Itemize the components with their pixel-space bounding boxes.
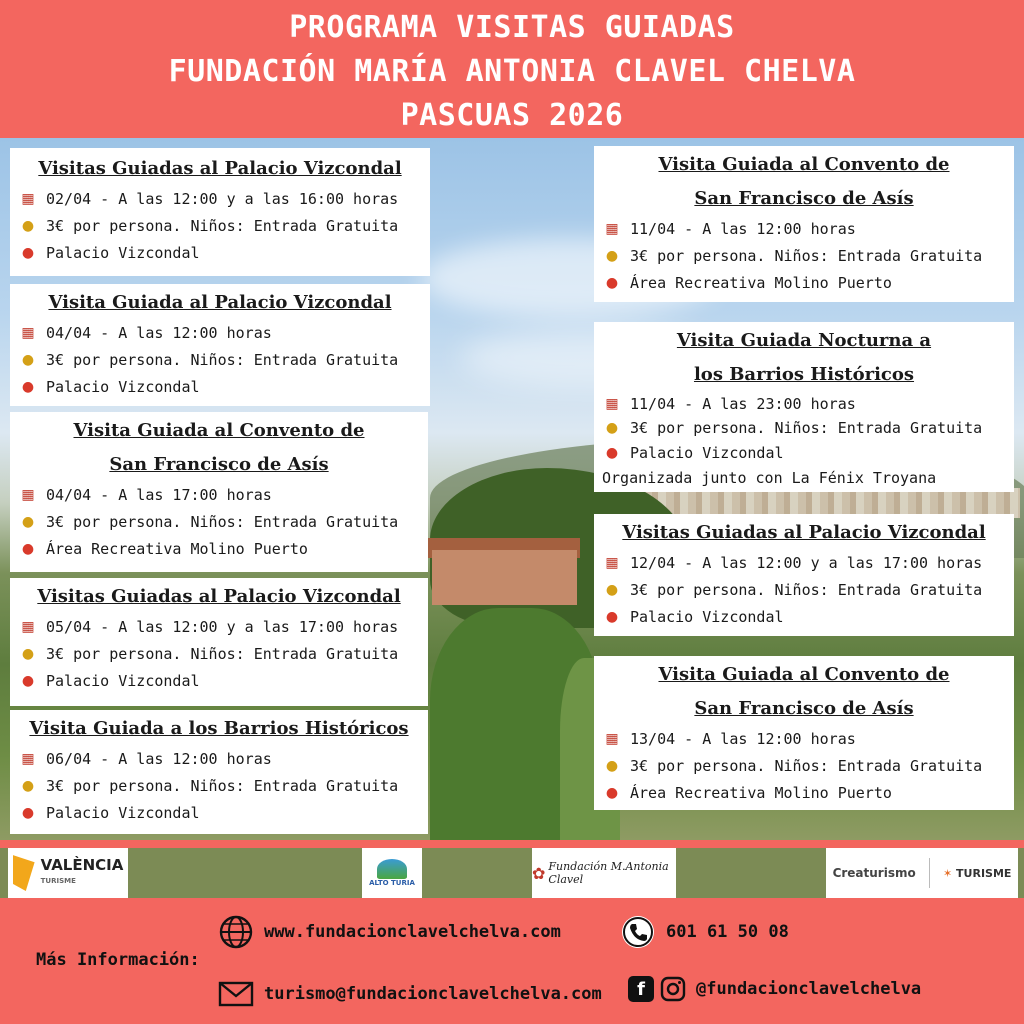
mail-icon bbox=[218, 976, 254, 1012]
money-bag-icon: ● bbox=[21, 778, 35, 794]
location-pin-icon: ● bbox=[21, 541, 35, 557]
money-bag-icon: ● bbox=[21, 646, 35, 662]
event-date: 06/04 - A las 12:00 horas bbox=[46, 750, 272, 768]
divider bbox=[0, 840, 1024, 848]
event-place: Palacio Vizcondal bbox=[46, 378, 200, 396]
location-pin-icon: ● bbox=[605, 445, 619, 461]
event-place: Área Recreativa Molino Puerto bbox=[630, 784, 892, 802]
fundacion-clavel-logo: ✿ Fundación M.Antonia Clavel bbox=[532, 848, 676, 898]
event-date: 11/04 - A las 23:00 horas bbox=[630, 395, 856, 413]
website-text: www.fundacionclavelchelva.com bbox=[264, 922, 561, 942]
phone-icon bbox=[620, 914, 656, 950]
calendar-icon: ▦ bbox=[21, 751, 35, 767]
location-pin-icon: ● bbox=[21, 805, 35, 821]
calendar-icon: ▦ bbox=[21, 619, 35, 635]
event-title-line-2: San Francisco de Asís bbox=[109, 454, 329, 475]
event-organizer-note: Organizada junto con La Fénix Troyana bbox=[602, 469, 937, 487]
event-price: 3€ por persona. Niños: Entrada Gratuita bbox=[46, 513, 399, 531]
event-title-line-1: Visita Guiada al Convento de bbox=[73, 420, 365, 441]
event-title: Visitas Guiadas al Palacio Vizcondal bbox=[37, 586, 401, 607]
calendar-icon: ▦ bbox=[21, 191, 35, 207]
event-card bbox=[10, 710, 428, 834]
money-bag-icon: ● bbox=[605, 248, 619, 264]
event-place: Área Recreativa Molino Puerto bbox=[630, 274, 892, 292]
event-price: 3€ por persona. Niños: Entrada Gratuita bbox=[630, 757, 983, 775]
money-bag-icon: ● bbox=[21, 218, 35, 234]
social-handle-text: @fundacionclavelchelva bbox=[696, 979, 922, 999]
event-title-line-1: Visita Guiada al Convento de bbox=[658, 154, 950, 175]
social-link[interactable] bbox=[628, 976, 921, 1002]
event-place: Palacio Vizcondal bbox=[630, 444, 784, 462]
event-card bbox=[594, 656, 1014, 810]
event-title-line-1: Visita Guiada Nocturna a bbox=[676, 330, 932, 351]
creaturismo-logo-text: Creaturismo bbox=[832, 866, 916, 880]
event-price: 3€ por persona. Niños: Entrada Gratuita bbox=[46, 777, 399, 795]
calendar-icon: ▦ bbox=[21, 487, 35, 503]
event-card bbox=[10, 578, 428, 706]
event-title: Visitas Guiadas al Palacio Vizcondal bbox=[622, 522, 986, 543]
event-title: Visita Guiada al Palacio Vizcondal bbox=[48, 292, 392, 313]
location-pin-icon: ● bbox=[21, 673, 35, 689]
calendar-icon: ▦ bbox=[605, 731, 619, 747]
event-price: 3€ por persona. Niños: Entrada Gratuita bbox=[630, 247, 983, 265]
valencia-logo-text: VALÈNCIA bbox=[40, 856, 124, 874]
event-date: 12/04 - A las 12:00 y a las 17:00 horas bbox=[630, 554, 983, 572]
money-bag-icon: ● bbox=[605, 582, 619, 598]
money-bag-icon: ● bbox=[605, 420, 619, 436]
alto-turia-logo-text: ALTO TURIA bbox=[369, 879, 415, 887]
event-price: 3€ por persona. Niños: Entrada Gratuita bbox=[46, 351, 399, 369]
event-date: 04/04 - A las 12:00 horas bbox=[46, 324, 272, 342]
event-card bbox=[10, 148, 430, 276]
header-banner bbox=[0, 0, 1024, 138]
email-link[interactable] bbox=[218, 976, 602, 1012]
event-place: Palacio Vizcondal bbox=[630, 608, 784, 626]
more-info-label: Más Información: bbox=[36, 950, 200, 970]
event-title-line-1: Visita Guiada al Convento de bbox=[658, 664, 950, 685]
fundacion-logo-text: Fundación M.Antonia Clavel bbox=[548, 860, 669, 886]
location-pin-icon: ● bbox=[605, 609, 619, 625]
event-place: Palacio Vizcondal bbox=[46, 244, 200, 262]
email-text: turismo@fundacionclavelchelva.com bbox=[264, 984, 602, 1004]
event-price: 3€ por persona. Niños: Entrada Gratuita bbox=[46, 645, 399, 663]
location-pin-icon: ● bbox=[605, 785, 619, 801]
location-pin-icon: ● bbox=[605, 275, 619, 291]
valencia-logo-subtext: TURISME bbox=[40, 877, 76, 885]
event-price: 3€ por persona. Niños: Entrada Gratuita bbox=[46, 217, 399, 235]
valencia-turisme-logo bbox=[8, 848, 128, 898]
calendar-icon: ▦ bbox=[21, 325, 35, 341]
event-price: 3€ por persona. Niños: Entrada Gratuita bbox=[630, 581, 983, 599]
event-card bbox=[10, 412, 428, 572]
event-date: 02/04 - A las 12:00 y a las 16:00 horas bbox=[46, 190, 399, 208]
event-place: Área Recreativa Molino Puerto bbox=[46, 540, 308, 558]
event-card bbox=[594, 146, 1014, 302]
event-place: Palacio Vizcondal bbox=[46, 672, 200, 690]
money-bag-icon: ● bbox=[21, 352, 35, 368]
facebook-icon: f bbox=[628, 976, 654, 1002]
instagram-icon bbox=[660, 976, 686, 1002]
event-title: Visitas Guiadas al Palacio Vizcondal bbox=[38, 158, 402, 179]
phone-link[interactable] bbox=[620, 914, 789, 950]
event-date: 04/04 - A las 17:00 horas bbox=[46, 486, 272, 504]
header-title-line-3: PASCUAS 2026 bbox=[400, 98, 624, 133]
header-title-line-2: FUNDACIÓN MARÍA ANTONIA CLAVEL CHELVA bbox=[168, 54, 856, 89]
creaturismo-turisme-logos: Creaturismo ✶ TURISME bbox=[826, 848, 1018, 898]
calendar-icon: ▦ bbox=[605, 396, 619, 412]
event-date: 13/04 - A las 12:00 horas bbox=[630, 730, 856, 748]
event-title-line-2: San Francisco de Asís bbox=[694, 188, 914, 209]
event-date: 05/04 - A las 12:00 y a las 17:00 horas bbox=[46, 618, 399, 636]
event-price: 3€ por persona. Niños: Entrada Gratuita bbox=[630, 419, 983, 437]
event-title-line-2: San Francisco de Asís bbox=[694, 698, 914, 719]
footer-contact bbox=[0, 898, 1024, 1024]
globe-icon bbox=[218, 914, 254, 950]
event-title: Visita Guiada a los Barrios Históricos bbox=[29, 718, 409, 739]
event-place: Palacio Vizcondal bbox=[46, 804, 200, 822]
event-card bbox=[594, 322, 1014, 492]
location-pin-icon: ● bbox=[21, 379, 35, 395]
event-title-line-2: los Barrios Históricos bbox=[693, 364, 915, 385]
event-card bbox=[10, 284, 430, 406]
sponsor-logos-strip bbox=[0, 848, 1024, 898]
calendar-icon: ▦ bbox=[605, 555, 619, 571]
event-date: 11/04 - A las 12:00 horas bbox=[630, 220, 856, 238]
phone-text: 601 61 50 08 bbox=[666, 922, 789, 942]
turisme-logo-text: TURISME bbox=[956, 866, 1012, 880]
money-bag-icon: ● bbox=[605, 758, 619, 774]
event-card bbox=[594, 514, 1014, 636]
website-link[interactable] bbox=[218, 914, 561, 950]
location-pin-icon: ● bbox=[21, 245, 35, 261]
alto-turia-logo bbox=[362, 848, 422, 898]
calendar-icon: ▦ bbox=[605, 221, 619, 237]
header-title-line-1: PROGRAMA VISITAS GUIADAS bbox=[289, 10, 735, 45]
money-bag-icon: ● bbox=[21, 514, 35, 530]
